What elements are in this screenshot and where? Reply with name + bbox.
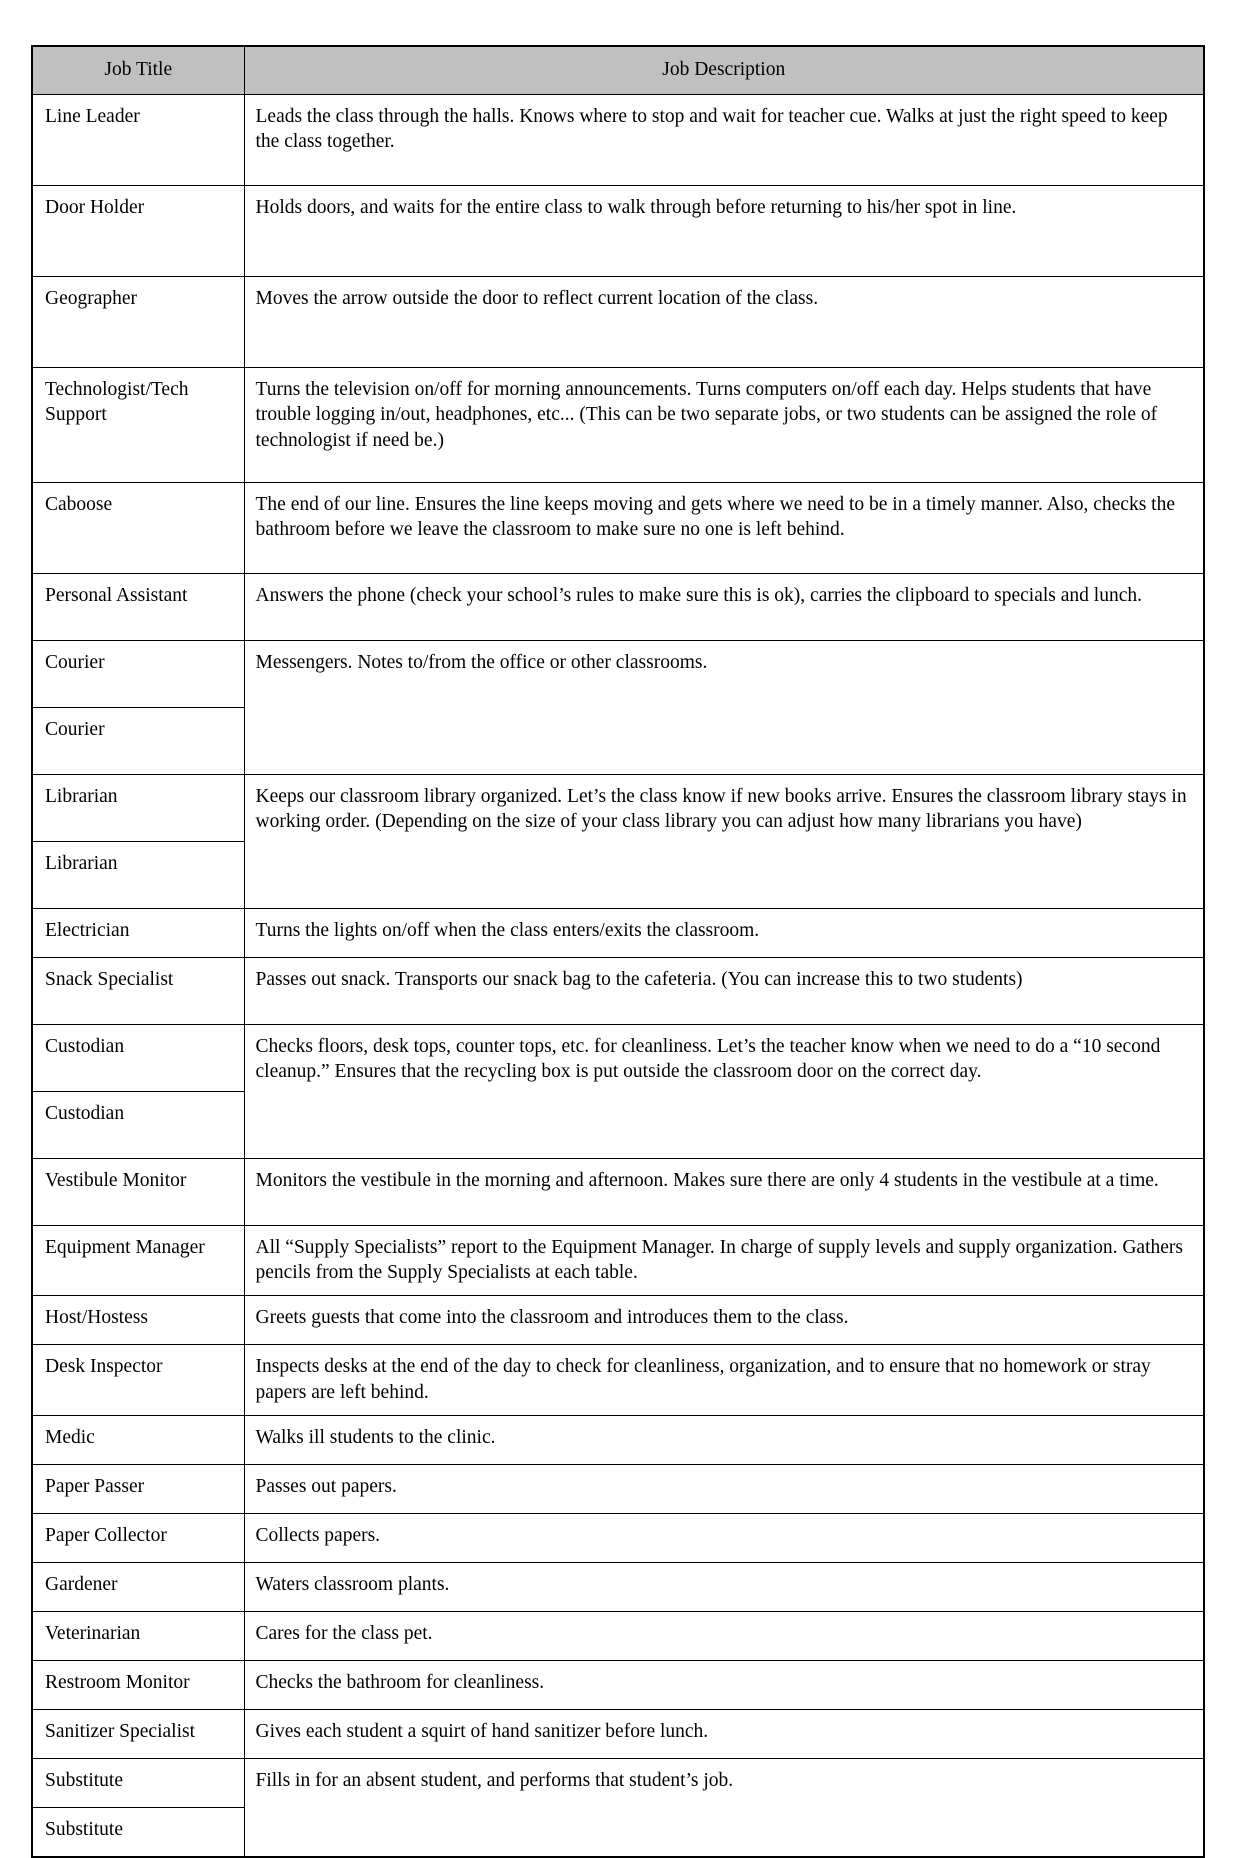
job-title-cell: Technologist/Tech Support [32,367,244,482]
table-row [32,640,1204,707]
job-description-cell: Inspects desks at the end of the day to check for cleanliness, organization, and to ensure that no homework or stray papers are left behind. [244,1345,1204,1415]
job-description-cell: Waters classroom plants. [244,1562,1204,1611]
job-title-cell: Substitute [32,1758,244,1807]
job-description-cell: Fills in for an absent student, and performs that student’s job. [244,1758,1204,1857]
table-header [32,46,1204,94]
job-title-cell: Equipment Manager [32,1225,244,1295]
job-title-cell: Door Holder [32,185,244,276]
job-title-cell: Vestibule Monitor [32,1158,244,1225]
job-title-cell: Veterinarian [32,1611,244,1660]
table-row [32,367,1204,482]
table-row [32,185,1204,276]
table-row [32,1660,1204,1709]
column-header-job-title: Job Title [32,46,244,94]
table-row [32,1225,1204,1295]
table-row [32,1296,1204,1345]
table-body [32,94,1204,1856]
header-row [32,46,1204,94]
table-row [32,957,1204,1024]
job-title-cell: Courier [32,707,244,774]
job-description-cell: Walks ill students to the clinic. [244,1415,1204,1464]
table-row [32,1513,1204,1562]
job-description-cell: Greets guests that come into the classroom and introduces them to the class. [244,1296,1204,1345]
table-row [32,1158,1204,1225]
job-title-cell: Paper Collector [32,1513,244,1562]
job-title-cell: Paper Passer [32,1464,244,1513]
job-description-cell: All “Supply Specialists” report to the Equipment Manager. In charge of supply levels and supply organization. Gathers pencils from the Supply Specialists at each table. [244,1225,1204,1295]
column-header-job-description: Job Description [244,46,1204,94]
job-title-cell: Librarian [32,774,244,841]
job-description-cell: Checks floors, desk tops, counter tops, etc. for cleanliness. Let’s the teacher know when we need to do a “10 second cleanup.” Ensures that the recycling box is put outside the classroom door on the correct day. [244,1024,1204,1158]
job-description-cell: Leads the class through the halls. Knows where to stop and wait for teacher cue. Walks at just the right speed to keep the class together. [244,94,1204,185]
job-title-cell: Snack Specialist [32,957,244,1024]
job-title-cell: Substitute [32,1807,244,1857]
job-description-cell: Messengers. Notes to/from the office or other classrooms. [244,640,1204,774]
job-title-cell: Caboose [32,482,244,573]
job-description-cell: Turns the television on/off for morning announcements. Turns computers on/off each day. Helps students that have trouble logging in/out, headphones, etc... (This can be two separate jobs, or two students can be assigned the role of technologist if need be.) [244,367,1204,482]
table-row [32,1345,1204,1415]
job-description-cell: Cares for the class pet. [244,1611,1204,1660]
table-row [32,908,1204,957]
job-title-cell: Geographer [32,276,244,367]
job-description-cell: Moves the arrow outside the door to reflect current location of the class. [244,276,1204,367]
table-row [32,482,1204,573]
table-row [32,1709,1204,1758]
table-row [32,774,1204,841]
table-row [32,1024,1204,1091]
job-title-cell: Medic [32,1415,244,1464]
job-description-cell: Passes out papers. [244,1464,1204,1513]
table-row [32,1464,1204,1513]
job-title-cell: Sanitizer Specialist [32,1709,244,1758]
job-description-cell: Turns the lights on/off when the class enters/exits the classroom. [244,908,1204,957]
table-row [32,1611,1204,1660]
job-title-cell: Gardener [32,1562,244,1611]
job-description-cell: Holds doors, and waits for the entire class to walk through before returning to his/her spot in line. [244,185,1204,276]
job-title-cell: Librarian [32,841,244,908]
job-title-cell: Line Leader [32,94,244,185]
job-title-cell: Desk Inspector [32,1345,244,1415]
table-row [32,1758,1204,1807]
job-title-cell: Host/Hostess [32,1296,244,1345]
table-row [32,1562,1204,1611]
job-description-cell: The end of our line. Ensures the line keeps moving and gets where we need to be in a timely manner. Also, checks the bathroom before we leave the classroom to make sure no one is left behind. [244,482,1204,573]
job-description-cell: Monitors the vestibule in the morning and afternoon. Makes sure there are only 4 students in the vestibule at a time. [244,1158,1204,1225]
table-row [32,276,1204,367]
job-title-cell: Custodian [32,1091,244,1158]
job-description-cell: Keeps our classroom library organized. Let’s the class know if new books arrive. Ensures the classroom library stays in working order. (Depending on the size of your class library you can adjust how many librarians you have) [244,774,1204,908]
classroom-jobs-table [31,45,1205,1858]
table-row [32,573,1204,640]
job-description-cell: Answers the phone (check your school’s rules to make sure this is ok), carries the clipboard to specials and lunch. [244,573,1204,640]
job-title-cell: Personal Assistant [32,573,244,640]
job-title-cell: Courier [32,640,244,707]
job-title-cell: Restroom Monitor [32,1660,244,1709]
job-description-cell: Gives each student a squirt of hand sanitizer before lunch. [244,1709,1204,1758]
job-title-cell: Custodian [32,1024,244,1091]
job-description-cell: Collects papers. [244,1513,1204,1562]
table-row [32,1415,1204,1464]
job-title-cell: Electrician [32,908,244,957]
job-description-cell: Checks the bathroom for cleanliness. [244,1660,1204,1709]
job-description-cell: Passes out snack. Transports our snack bag to the cafeteria. (You can increase this to two students) [244,957,1204,1024]
table-row [32,94,1204,185]
